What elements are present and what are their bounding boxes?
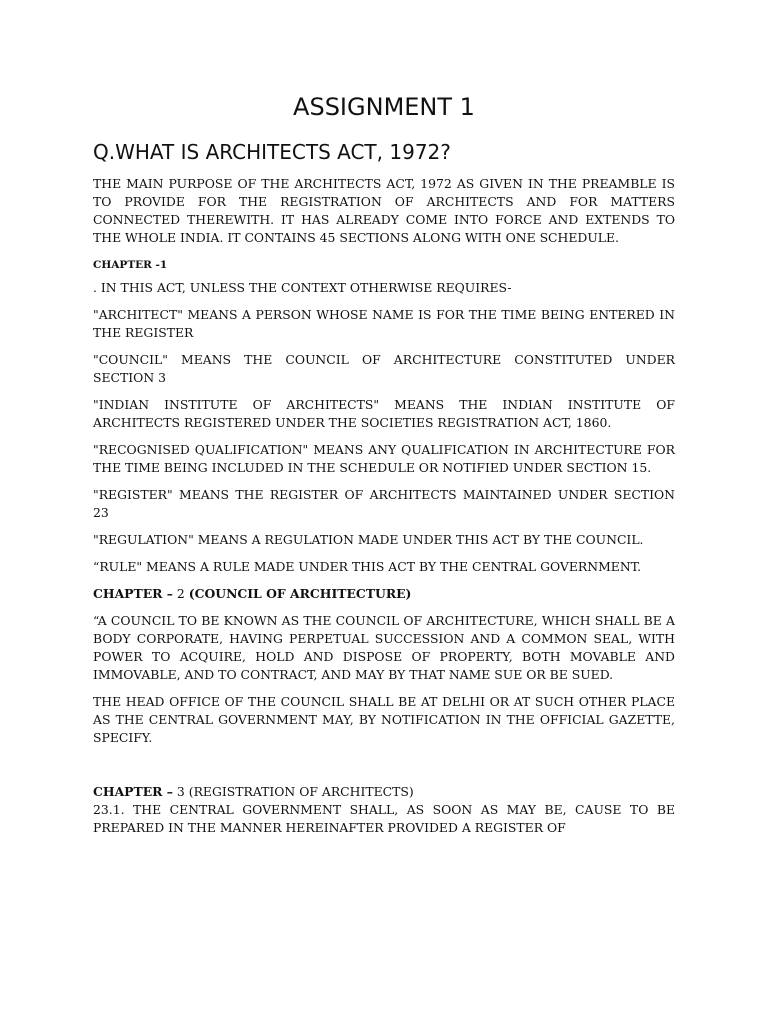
chapter-3-heading-title: 3 (REGISTRATION OF ARCHITECTS)	[172, 784, 414, 799]
document-body	[93, 175, 675, 837]
chapter-3-heading-lead: CHAPTER –	[93, 784, 173, 799]
chapter-1-paragraph: “RULE" MEANS A RULE MADE UNDER THIS ACT BY THE CENTRAL GOVERNMENT.	[93, 559, 642, 574]
chapter-1-paragraph: . IN THIS ACT, UNLESS THE CONTEXT OTHERWISE REQUIRES-	[93, 280, 512, 295]
chapter-2-heading-lead: CHAPTER –	[93, 586, 173, 601]
chapter-2-heading-title: (COUNCIL OF ARCHITECTURE)	[188, 586, 412, 601]
chapter-1-paragraph: "REGULATION" MEANS A REGULATION MADE UNDER THIS ACT BY THE COUNCIL.	[93, 532, 644, 547]
chapter-2-paragraph: THE HEAD OFFICE OF THE COUNCIL SHALL BE AT DELHI OR AT SUCH OTHER PLACE AS THE CENTRAL GOVERNMENT MAY, BY NOTIFICATION IN THE OFFICIAL GAZETTE, SPECIFY.	[93, 694, 675, 745]
chapter-3-section	[93, 783, 675, 837]
chapter-2-paragraph: “A COUNCIL TO BE KNOWN AS THE COUNCIL OF ARCHITECTURE, WHICH SHALL BE A BODY CORPORATE, HAVING PERPETUAL SUCCESSION AND A COMMON SEAL, WITH POWER TO ACQUIRE, HOLD AND DISPOSE OF PROPERTY, BOTH MOVABLE AND IMMOVABLE, AND TO CONTRACT, AND MAY BY THAT NAME SUE OR BE SUED.	[93, 613, 675, 682]
chapter-3-paragraph: 23.1. THE CENTRAL GOVERNMENT SHALL, AS SOON AS MAY BE, CAUSE TO BE PREPARED IN THE MANNER HEREINAFTER PROVIDED A REGISTER OF	[93, 802, 675, 835]
chapter-2-heading-number: 2	[172, 586, 189, 601]
chapter-1-paragraph: "ARCHITECT" MEANS A PERSON WHOSE NAME IS FOR THE TIME BEING ENTERED IN THE REGISTER	[93, 307, 675, 340]
chapter-1-paragraph: "RECOGNISED QUALIFICATION" MEANS ANY QUALIFICATION IN ARCHITECTURE FOR THE TIME BEING INCLUDED IN THE SCHEDULE OR NOTIFIED UNDER SECTION 15.	[93, 442, 675, 475]
chapter-1-heading: CHAPTER -1	[93, 259, 168, 271]
document-title: ASSIGNMENT 1	[293, 93, 475, 121]
intro-paragraph: THE MAIN PURPOSE OF THE ARCHITECTS ACT, 1972 AS GIVEN IN THE PREAMBLE IS TO PROVIDE FOR THE REGISTRATION OF ARCHITECTS AND FOR MATTERS CONNECTED THEREWITH. IT HAS ALREADY COME INTO FORCE AND EXTENDS TO THE WHOLE INDIA. IT CONTAINS 45 SECTIONS ALONG WITH ONE SCHEDULE.	[93, 176, 675, 245]
chapter-3-heading	[93, 783, 675, 801]
chapter-2-heading	[93, 585, 675, 603]
chapter-1-paragraph: "REGISTER" MEANS THE REGISTER OF ARCHITECTS MAINTAINED UNDER SECTION 23	[93, 487, 675, 520]
question-heading: Q.WHAT IS ARCHITECTS ACT, 1972?	[93, 140, 451, 164]
section-spacer	[93, 756, 675, 783]
chapter-1-paragraph: "INDIAN INSTITUTE OF ARCHITECTS" MEANS THE INDIAN INSTITUTE OF ARCHITECTS REGISTERED UNDER THE SOCIETIES REGISTRATION ACT, 1860.	[93, 397, 675, 430]
chapter-1-paragraph: "COUNCIL" MEANS THE COUNCIL OF ARCHITECTURE CONSTITUTED UNDER SECTION 3	[93, 352, 675, 385]
